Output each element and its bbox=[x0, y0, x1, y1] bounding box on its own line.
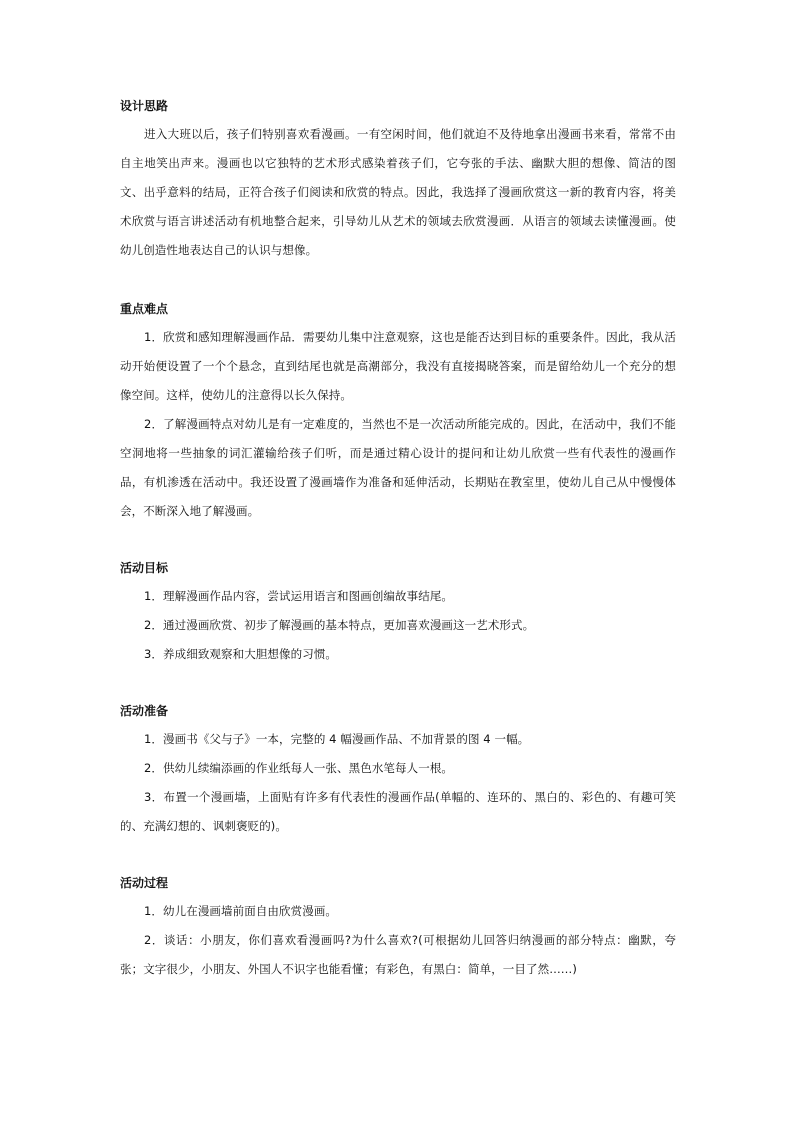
paragraph: 3．布置一个漫画墙，上面贴有许多有代表性的漫画作品(单幅的、连环的、黑白的、彩色的、有趣可笑的、充满幻想的、讽刺褒贬的)。 bbox=[120, 790, 676, 833]
paragraph: 2．了解漫画特点对幼儿是有一定难度的，当然也不是一次活动所能完成的。因此，在活动中，我们不能空洞地将一些抽象的词汇灌输给孩子们听，而是通过精心设计的提问和让幼儿欣赏一些有代表性的漫画作品，有机渗透在活动中。我还设置了漫画墙作为准备和延伸活动，长期贴在教室里，使幼儿自己从中慢慢体会，不断深入地了解漫画。 bbox=[120, 417, 676, 518]
section-activity-process bbox=[120, 875, 676, 984]
section-activity-goals bbox=[120, 560, 676, 669]
document-page bbox=[120, 98, 676, 984]
paragraph: 1．幼儿在漫画墙前面自由欣赏漫画。 bbox=[144, 904, 338, 918]
section-heading: 重点难点 bbox=[120, 302, 169, 316]
section-heading: 活动准备 bbox=[120, 704, 169, 718]
paragraph: 2．通过漫画欣赏、初步了解漫画的基本特点，更加喜欢漫画这一艺术形式。 bbox=[144, 618, 535, 632]
section-key-difficulties bbox=[120, 301, 676, 526]
section-design-idea bbox=[120, 98, 676, 265]
paragraph: 2．供幼儿续编添画的作业纸每人一张、黑色水笔每人一根。 bbox=[144, 761, 454, 775]
section-heading: 设计思路 bbox=[120, 99, 169, 113]
section-activity-preparation bbox=[120, 703, 676, 841]
paragraph: 1．理解漫画作品内容，尝试运用语言和图画创编故事结尾。 bbox=[144, 589, 454, 603]
paragraph: 1．欣赏和感知理解漫画作品．需要幼儿集中注意观察，这也是能否达到目标的重要条件。因此，我从活动开始便设置了一个个悬念，直到结尾也就是高潮部分，我没有直接揭晓答案，而是留给幼儿一个充分的想像空间。这样，使幼儿的注意得以长久保持。 bbox=[120, 330, 676, 402]
paragraph: 3．养成细致观察和大胆想像的习惯。 bbox=[144, 647, 338, 661]
paragraph: 1．漫画书《父与子》一本，完整的 4 幅漫画作品、不加背景的图 4 一幅。 bbox=[144, 732, 530, 746]
section-heading: 活动目标 bbox=[120, 561, 169, 575]
paragraph: 进入大班以后，孩子们特别喜欢看漫画。一有空闲时间，他们就迫不及待地拿出漫画书来看，常常不由自主地笑出声来。漫画也以它独特的艺术形式感染着孩子们，它夸张的手法、幽默大胆的想像、简洁的图文、出乎意料的结局，正符合孩子们阅读和欣赏的特点。因此，我选择了漫画欣赏这一新的教育内容，将美术欣赏与语言讲述活动有机地整合起来，引导幼儿从艺术的领域去欣赏漫画．从语言的领域去读懂漫画。使幼儿创造性地表达自己的认识与想像。 bbox=[120, 127, 676, 257]
paragraph: 2．谈话：小朋友，你们喜欢看漫画吗?为什么喜欢?(可根据幼儿回答归纳漫画的部分特点：幽默，夸张；文字很少，小朋友、外国人不识字也能看懂；有彩色，有黑白：简单，一目了然……) bbox=[120, 933, 676, 976]
section-heading: 活动过程 bbox=[120, 876, 169, 890]
